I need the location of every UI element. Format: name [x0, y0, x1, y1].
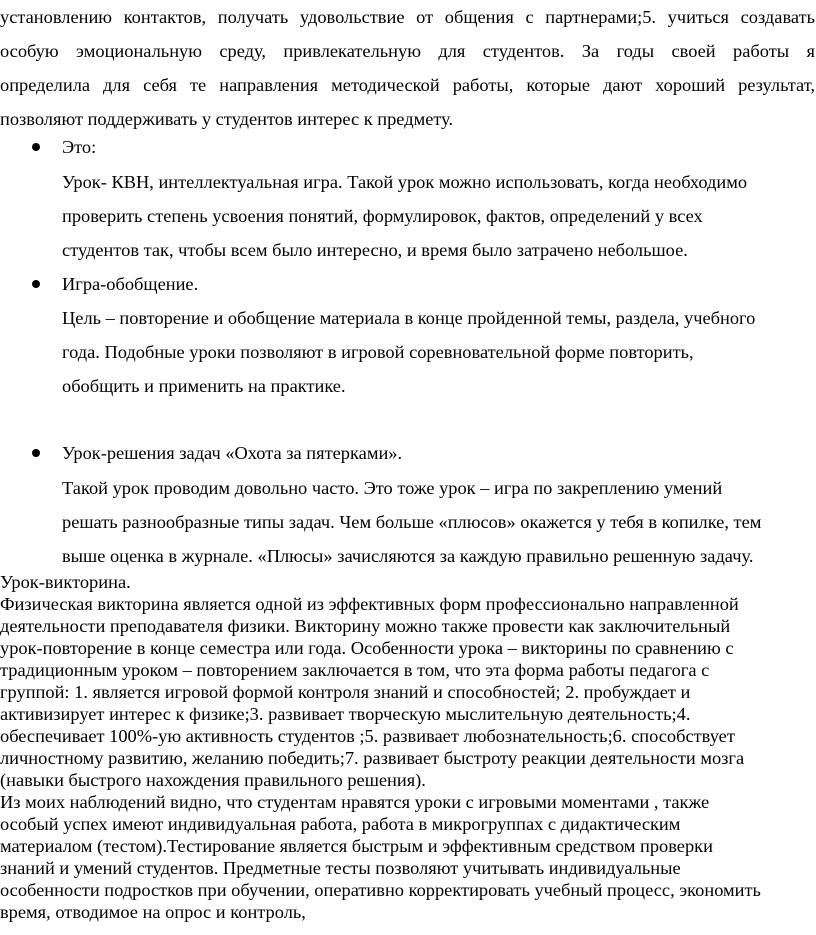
- bullet-body: [62, 471, 802, 573]
- text-line: выше оценка в журнале. «Плюсы» зачисляются за каждую правильно решенную задачу.: [62, 546, 754, 566]
- section-heading: Урок-викторина.: [0, 572, 131, 592]
- text-line: группой: 1. является игровой формой контроля знаний и способностей; 2. пробуждает и: [0, 682, 691, 702]
- bullet-body: [62, 301, 802, 403]
- text-line: активизирует интерес к физике;3. развивает творческую мыслительную деятельность;4.: [0, 704, 691, 724]
- bullet-title: Это:: [62, 137, 97, 157]
- text-line: установлению контактов, получать удовольствие от общения с партнерами;5. учиться создавать: [0, 7, 815, 27]
- text-line: позволяют поддерживать у студентов интерес к предмету.: [0, 109, 454, 129]
- intro-paragraph: [0, 0, 815, 136]
- bullet-title: Урок-решения задач «Охота за пятерками».: [62, 443, 403, 463]
- bullet-dot-icon: [32, 449, 40, 457]
- text-line: знаний и умений студентов. Предметные тесты позволяют учитывать индивидуальные: [0, 858, 681, 878]
- quiz-section: [0, 571, 815, 923]
- text-line: Урок- КВН, интеллектуальная игра. Такой урок можно использовать, когда необходимо: [62, 172, 748, 192]
- text-line: урок-повторение в конце семестра или года. Особенности урока – викторины по сравнению с: [0, 638, 734, 658]
- bullet-dot-icon: [32, 280, 40, 288]
- text-line: (навыки быстрого нахождения правильного решения).: [0, 770, 426, 790]
- text-line: особую эмоциональную среду, привлекательную для студентов. За годы своей работы я: [0, 41, 815, 61]
- bullet-title: Игра-обобщение.: [62, 274, 199, 294]
- text-line: особый успех имеют индивидуальная работа, работа в микрогруппах с дидактическим: [0, 814, 681, 834]
- text-line: особенности подростков при обучении, оперативно корректировать учебный процесс, экономить: [0, 880, 761, 900]
- text-line: решать разнообразные типы задач. Чем больше «плюсов» окажется у тебя в копилке, тем: [62, 512, 762, 532]
- text-line: материалом (тестом).Тестирование является быстрым и эффективным средством проверки: [0, 836, 713, 856]
- text-line: Цель – повторение и обобщение материала в конце пройденной темы, раздела, учебного: [62, 308, 756, 328]
- text-line: обобщить и применить на практике.: [62, 376, 346, 396]
- text-line: время, отводимое на опрос и контроль,: [0, 902, 306, 922]
- text-line: личностному развитию, желанию победить;7. развивает быстроту реакции деятельности мозга: [0, 748, 745, 768]
- text-line: студентов так, чтобы всем было интересно, и время было затрачено небольшое.: [62, 240, 688, 260]
- text-line: Из моих наблюдений видно, что студентам нравятся уроки с игровыми моментами , также: [0, 792, 710, 812]
- bullet-dot-icon: [32, 143, 40, 151]
- text-line: Такой урок проводим довольно часто. Это тоже урок – игра по закреплению умений: [62, 478, 723, 498]
- text-line: обеспечивает 100%-ую активность студентов ;5. развивает любознательность;6. способствует: [0, 726, 735, 746]
- text-line: определила для себя те направления методической работы, которые дают хороший результат,: [0, 75, 815, 95]
- text-line: проверить степень усвоения понятий, формулировок, фактов, определений у всех: [62, 206, 703, 226]
- bullet-body: [62, 165, 802, 267]
- text-line: Физическая викторина является одной из эффективных форм профессионально направленной: [0, 594, 739, 614]
- text-line: традиционным уроком – повторением заключается в том, что эта форма работы педагога с: [0, 660, 710, 680]
- text-line: года. Подобные уроки позволяют в игровой соревновательной форме повторить,: [62, 342, 694, 362]
- text-line: деятельности преподавателя физики. Викторину можно также провести как заключительный: [0, 616, 731, 636]
